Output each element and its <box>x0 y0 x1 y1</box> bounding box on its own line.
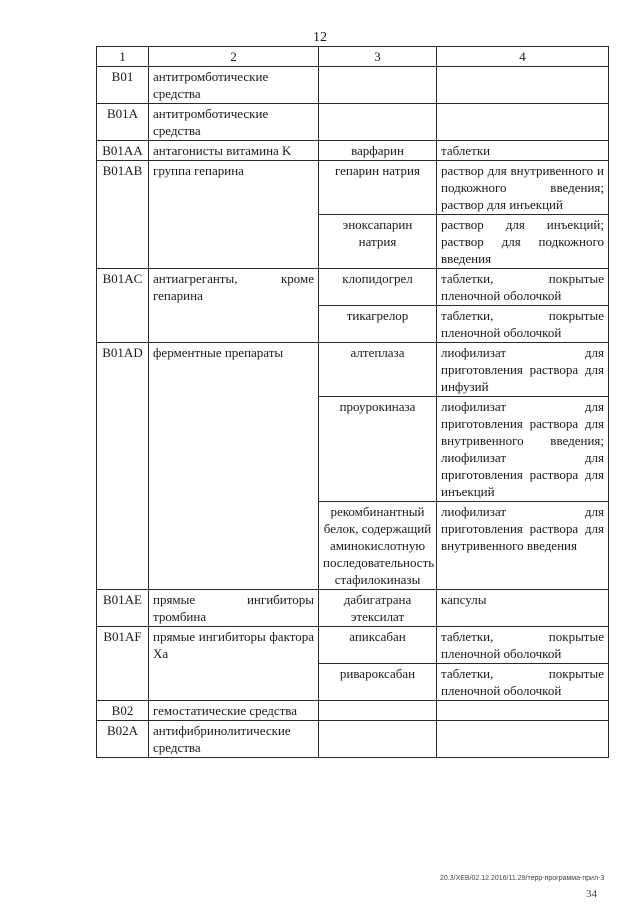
footer-document-code: 20.3/ХЕВ/02.12.2016/11.29/терр-программа-прил-3 <box>440 875 605 882</box>
drug-name-cell: варфарин <box>319 141 437 161</box>
page-number: 12 <box>313 30 327 45</box>
drug-name-cell <box>319 701 437 721</box>
dosage-form-cell: капсулы <box>437 590 609 627</box>
atc-code-cell: B01 <box>97 67 149 104</box>
dosage-form-cell: лиофилизат для приготовления раствора для инфузий <box>437 343 609 397</box>
atc-group-cell: антагонисты витамина K <box>149 141 319 161</box>
table-row <box>97 701 609 721</box>
table-header <box>97 47 609 67</box>
drug-name-cell: дабигатрана этексилат <box>319 590 437 627</box>
column-header: 3 <box>319 47 437 67</box>
dosage-form-cell: лиофилизат для приготовления раствора для внутривенного введения <box>437 502 609 590</box>
atc-group-cell: антитромботические средства <box>149 104 319 141</box>
atc-group-cell: антифибринолитические средства <box>149 721 319 758</box>
table-row <box>97 627 609 664</box>
drug-name-cell: алтеплаза <box>319 343 437 397</box>
dosage-form-cell <box>437 721 609 758</box>
drug-name-cell: тикагрелор <box>319 306 437 343</box>
atc-code-cell: B02A <box>97 721 149 758</box>
atc-code-cell: B01AE <box>97 590 149 627</box>
atc-group-cell: гемостатические средства <box>149 701 319 721</box>
drug-name-cell: клопидогрел <box>319 269 437 306</box>
table-row <box>97 343 609 397</box>
dosage-form-cell: таблетки, покрытые пленочной оболочкой <box>437 627 609 664</box>
column-header: 4 <box>437 47 609 67</box>
dosage-form-cell <box>437 701 609 721</box>
atc-group-cell: антитромботические средства <box>149 67 319 104</box>
dosage-form-cell: лиофилизат для приготовления раствора для внутривенного введения; лиофилизат для приготовления раствора для инъекций <box>437 397 609 502</box>
dosage-form-cell: таблетки, покрытые пленочной оболочкой <box>437 306 609 343</box>
dosage-form-cell: таблетки <box>437 141 609 161</box>
atc-group-cell: прямые ингибиторы тромбина <box>149 590 319 627</box>
drug-name-cell <box>319 721 437 758</box>
dosage-form-cell: раствор для внутривенного и подкожного введения; раствор для инъекций <box>437 161 609 215</box>
drug-name-cell: проурокиназа <box>319 397 437 502</box>
atc-group-cell: прямые ингибиторы фактора Xa <box>149 627 319 701</box>
corner-page-mark: 34 <box>586 888 597 900</box>
drug-name-cell <box>319 67 437 104</box>
dosage-form-cell <box>437 104 609 141</box>
drug-name-cell: апиксабан <box>319 627 437 664</box>
dosage-form-cell: раствор для инъекций; раствор для подкожного введения <box>437 215 609 269</box>
atc-code-cell: B01AB <box>97 161 149 269</box>
drug-name-cell: гепарин натрия <box>319 161 437 215</box>
dosage-form-cell <box>437 67 609 104</box>
atc-group-cell: группа гепарина <box>149 161 319 269</box>
drug-name-cell <box>319 104 437 141</box>
drug-name-cell: ривароксабан <box>319 664 437 701</box>
drug-table <box>96 46 609 758</box>
table-row <box>97 104 609 141</box>
table-row <box>97 67 609 104</box>
table-row <box>97 269 609 306</box>
column-header: 1 <box>97 47 149 67</box>
dosage-form-cell: таблетки, покрытые пленочной оболочкой <box>437 664 609 701</box>
atc-code-cell: B01AA <box>97 141 149 161</box>
column-header: 2 <box>149 47 319 67</box>
atc-code-cell: B01AF <box>97 627 149 701</box>
table-body <box>97 67 609 758</box>
table-row <box>97 721 609 758</box>
table-row <box>97 590 609 627</box>
table-row <box>97 161 609 215</box>
drug-name-cell: рекомбинантный белок, содержащий аминокислотную последовательность стафилокиназы <box>319 502 437 590</box>
atc-code-cell: B01AD <box>97 343 149 590</box>
atc-code-cell: B01A <box>97 104 149 141</box>
drug-name-cell: эноксапарин натрия <box>319 215 437 269</box>
atc-group-cell: антиагреганты, кроме гепарина <box>149 269 319 343</box>
atc-group-cell: ферментные препараты <box>149 343 319 590</box>
table-row <box>97 141 609 161</box>
atc-code-cell: B01AC <box>97 269 149 343</box>
dosage-form-cell: таблетки, покрытые пленочной оболочкой <box>437 269 609 306</box>
atc-code-cell: B02 <box>97 701 149 721</box>
